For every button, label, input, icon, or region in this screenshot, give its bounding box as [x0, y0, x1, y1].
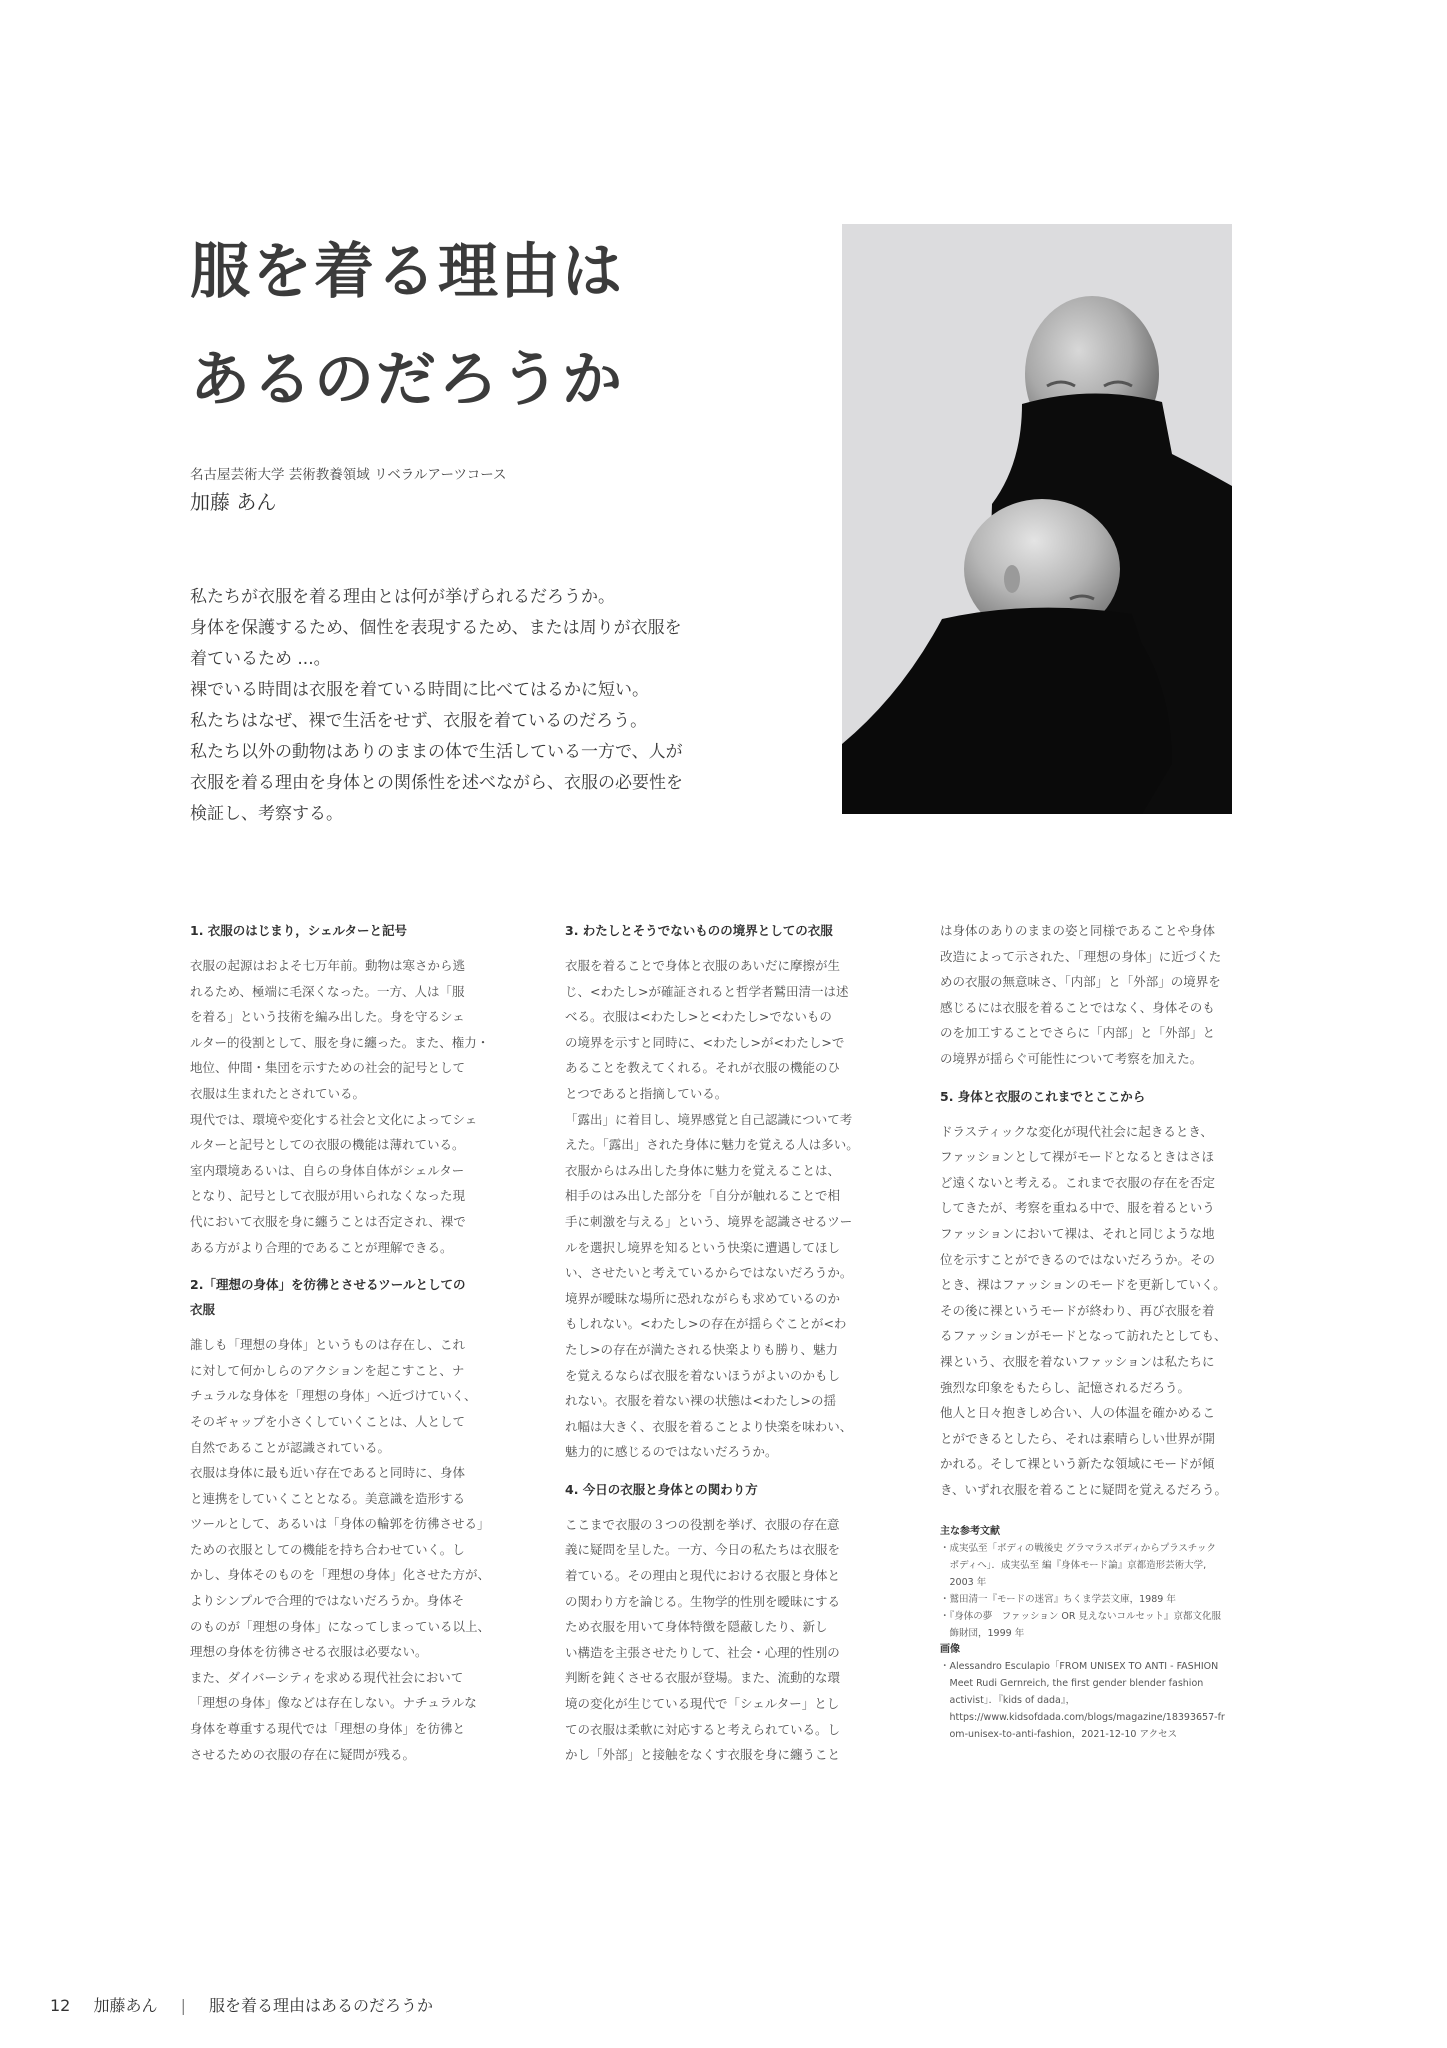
text-line: とつであると指摘している。 [565, 1085, 728, 1101]
text-line: べる。衣服は<わたし>と<わたし>でないもの [565, 1009, 832, 1025]
text-line: のものが「理想の身体」になってしまっている以上、 [190, 1618, 490, 1634]
text-line: かし「外部」と接触をなくす衣服を身に纏うこと [565, 1747, 841, 1763]
text-line: よりシンプルで合理的ではないだろうか。身体そ [190, 1593, 465, 1609]
text-line: と連携をしていくこととなる。美意識を造形する [190, 1490, 466, 1506]
text-line: の境界が揺らぐ可能性について考察を加えた。 [940, 1050, 1203, 1066]
text-line: ルターと記号としての衣服の機能は薄れている。 [190, 1137, 465, 1153]
section-4-continued [940, 918, 1240, 1072]
footer-separator: | [180, 1996, 186, 2015]
text-line: 位を示すことができるのではないだろうか。その [940, 1251, 1216, 1267]
text-line: ドラスティックな変化が現代社会に起きるとき、 [940, 1123, 1213, 1139]
author-name: 加藤 あん [190, 490, 277, 514]
text-line: は身体のありのままの姿と同様であることや身体 [940, 923, 1216, 938]
text-line: とができるとしたら、それは素晴らしい世界が開 [940, 1430, 1216, 1446]
text-line: 「露出」に着目し、境界感覚と自己認識について考 [565, 1111, 853, 1127]
column-3 [940, 918, 1240, 1743]
text-line: 現代では、環境や変化する社会と文化によってシェ [190, 1111, 478, 1127]
text-line: るファッションがモードとなって訪れたとしても、 [940, 1328, 1227, 1344]
text-line: を着る」という技術を編み出した。身を守るシェ [190, 1009, 465, 1025]
text-line: ファッションとして裸がモードとなるときはさほ [940, 1149, 1215, 1165]
references-list [940, 1540, 1240, 1642]
text-line: 衣服からはみ出した身体に魅力を覚えることは、 [565, 1162, 841, 1178]
lead-line: 私たちが衣服を着る理由とは何が挙げられるだろうか。 [190, 587, 615, 607]
text-line: させるための衣服の存在に疑問が残る。 [190, 1746, 416, 1762]
text-line: 境界が曖昧な場所に恐れながらも求めているのか [565, 1290, 841, 1306]
text-line: たし>の存在が満たされる快楽よりも勝り、魅力 [565, 1341, 838, 1357]
section-3-body [565, 953, 865, 1465]
title-line-2: あるのだろうか [190, 345, 624, 415]
text-line: 相手のはみ出した部分を「自分が触れることで相 [565, 1188, 841, 1204]
text-line: 誰しも「理想の身体」というものは存在し、これ [190, 1337, 466, 1353]
text-line: ボディへ」．成実弘至 編『身体モード論』京都造形芸術大学, [940, 1560, 1207, 1572]
text-line: 飾財団，1999 年 [940, 1628, 1025, 1640]
cover-photo [842, 224, 1232, 814]
text-line: えた。「露出」された身体に魅力を覚える人は多い。 [565, 1137, 859, 1153]
text-line: 強烈な印象をもたらし、記憶されるだろう。 [940, 1379, 1191, 1395]
references-heading: 主な参考文献 [940, 1526, 1000, 1538]
lead-line: 裸でいる時間は衣服を着ている時間に比べてはるかに短い。 [190, 680, 649, 700]
text-line: してきたが、考察を重ねる中で、服を着るという [940, 1200, 1215, 1216]
section-3-heading: 3. わたしとそうでないものの境界としての衣服 [565, 923, 833, 938]
page-number: 12 [50, 1996, 71, 2015]
text-line: チュラルな身体を「理想の身体」へ近づけていく、 [190, 1388, 477, 1404]
text-line: とき、裸はファッションのモードを更新していく。 [940, 1277, 1226, 1293]
column-1 [190, 918, 490, 1767]
text-line: 室内環境あるいは、自らの身体自体がシェルター [190, 1162, 465, 1178]
section-2-heading [190, 1272, 490, 1322]
footer-author: 加藤あん [93, 1996, 158, 2015]
text-line: となり、記号として衣服が用いられなくなった現 [190, 1188, 466, 1204]
text-line: 手に刺激を与える」という、境界を認識させるツー [565, 1213, 853, 1229]
text-line: 義に疑問を呈した。一方、今日の私たちは衣服を [565, 1542, 841, 1558]
text-line: れ幅は大きく、衣服を着ることより快楽を味わい、 [565, 1418, 853, 1434]
text-line: ある方がより合理的であることが理解できる。 [190, 1239, 453, 1255]
text-line: 代において衣服を身に纏うことは否定され、裸で [190, 1213, 466, 1229]
text-line: そのギャップを小さくしていくことは、人として [190, 1413, 466, 1429]
text-line: ・成実弘至「ボディの戦後史 グラマラスボディからプラスチック [940, 1543, 1216, 1555]
title-line-1: 服を着る理由は [190, 237, 624, 307]
text-line: 自然であることが認識されている。 [190, 1439, 391, 1455]
section-2-body [190, 1332, 490, 1767]
text-line: ・『身体の夢 ファッション OR 見えないコルセット』京都文化服 [940, 1611, 1221, 1623]
text-line: の境界を示すと同時に、<わたし>が<わたし>で [565, 1034, 845, 1050]
text-line: 「理想の身体」像などは存在しない。ナチュラルな [190, 1695, 477, 1711]
page-footer [50, 1993, 451, 2016]
text-line: ・鷲田清一『モードの迷宮』ちくま学芸文庫，1989 年 [940, 1594, 1176, 1606]
text-line: 衣服は生まれたとされている。 [190, 1085, 366, 1101]
lead-paragraph [190, 582, 710, 830]
text-line: の関わり方を論じる。生物学的性別を曖昧にする [565, 1593, 841, 1609]
section-2-heading-line-1: 2.「理想の身体」を彷彿とさせるツールとしての [190, 1277, 466, 1293]
text-line: その後に裸というモードが終わり、再び衣服を着 [940, 1302, 1215, 1318]
text-line: い構造を主張させたりして、社会・心理的性別の [565, 1644, 840, 1660]
section-2-heading-line-2: 衣服 [190, 1302, 216, 1318]
text-line: 着ている。その理由と現代における衣服と身体と [565, 1568, 841, 1584]
text-line: 改造によって示された、「理想の身体」に近づくた [940, 948, 1222, 964]
image-credits [940, 1658, 1240, 1743]
text-line: activist」．『kids of dada』， [940, 1695, 1076, 1707]
text-line: 他人と日々抱きしめ合い、人の体温を確かめるこ [940, 1405, 1216, 1421]
text-line: ため衣服を用いて身体特徴を隠蔽したり、新し [565, 1619, 828, 1635]
text-line: に対して何かしらのアクションを起こすこと、ナ [190, 1362, 465, 1378]
text-line: ルを選択し境界を知るという快楽に遭遇してほし [565, 1239, 841, 1255]
text-line: を覚えるならば衣服を着ないほうがよいのかもし [565, 1367, 841, 1383]
references [940, 1524, 1240, 1743]
text-line: 境の変化が生じている現代で「シェルター」とし [565, 1696, 840, 1712]
text-line: om-unisex-to-anti-fashion，2021-12-10 アクセス [940, 1729, 1178, 1741]
text-line: ツールとして、あるいは「身体の輪郭を彷彿させる」 [190, 1516, 490, 1532]
text-line: 身体を尊重する現代では「理想の身体」を彷彿と [190, 1721, 466, 1737]
text-line: のを加工することでさらに「内部」と「外部」と [940, 1025, 1216, 1041]
text-line: 衣服は身体に最も近い存在であると同時に、身体 [190, 1465, 466, 1481]
section-1-heading: 1. 衣服のはじまり，シェルターと記号 [190, 923, 408, 938]
lead-line: 私たちはなぜ、裸で生活をせず、衣服を着ているのだろう。 [190, 711, 648, 731]
text-line: 地位、仲間・集団を示すための社会的記号として [190, 1060, 466, 1076]
lead-line: 私たち以外の動物はありのままの体で生活している一方で、人が [190, 742, 683, 762]
text-line: めの衣服の無意味さ、「内部」と「外部」の境界を [940, 974, 1221, 990]
lead-line: 着ているため ...。 [190, 649, 331, 669]
text-line: かれる。そして裸という新たな領域にモードが傾 [940, 1456, 1215, 1472]
text-line: 感じるには衣服を着ることではなく、身体そのも [940, 999, 1215, 1015]
footer-title: 服を着る理由はあるのだろうか [209, 1996, 434, 2015]
section-5-body [940, 1119, 1240, 1503]
lead-line: 検証し、考察する。 [190, 804, 343, 824]
section-1-body [190, 953, 490, 1260]
text-line: ここまで衣服の３つの役割を挙げ、衣服の存在意 [565, 1516, 840, 1532]
column-2 [565, 918, 865, 1768]
text-line: もしれない。<わたし>の存在が揺らぐことが<わ [565, 1316, 847, 1332]
text-line: 衣服を着ることで身体と衣服のあいだに摩擦が生 [565, 958, 841, 973]
section-5-heading: 5. 身体と衣服のこれまでとここから [940, 1088, 1146, 1104]
text-line: れない。衣服を着ない裸の状態は<わたし>の揺 [565, 1393, 836, 1409]
article-title [190, 218, 830, 434]
section-4-heading: 4. 今日の衣服と身体との関わり方 [565, 1481, 758, 1497]
author-affiliation: 名古屋芸術大学 芸術教養領域 リベラルアーツコース [190, 467, 507, 483]
text-line: Meet Rudi Gernreich, the first gender blender fashion [940, 1678, 1204, 1690]
text-line: 衣服の起源はおよそ七万年前。動物は寒さから逃 [190, 958, 466, 973]
text-line: じ、<わたし>が確証されると哲学者鷲田清一は述 [565, 983, 849, 999]
text-line: ・Alessandro Esculapio「FROM UNISEX TO ANTI - FASHION [940, 1661, 1219, 1673]
images-heading: 画像 [940, 1644, 960, 1656]
section-4-body [565, 1512, 865, 1768]
text-line: あることを教えてくれる。それが衣服の機能のひ [565, 1060, 841, 1076]
text-line: ど遠くないと考える。これまで衣服の存在を否定 [940, 1174, 1216, 1190]
lead-line: 身体を保護するため、個性を表現するため、または周りが衣服を [190, 618, 682, 638]
text-line: かし、身体そのものを「理想の身体」化させた方が、 [190, 1567, 490, 1583]
text-line: ての衣服は柔軟に対応すると考えられている。し [565, 1721, 841, 1737]
text-line: ための衣服としての機能を持ち合わせていく。し [190, 1541, 465, 1557]
text-line: ルター的役割として、服を身に纏った。また、権力・ [190, 1034, 490, 1050]
text-line: い、させたいと考えているからではないだろうか。 [565, 1265, 853, 1281]
text-line: 魅力的に感じるのではないだろうか。 [565, 1444, 778, 1460]
text-line: 裸という、衣服を着ないファッションは私たちに [940, 1353, 1215, 1369]
text-line: き、いずれ衣服を着ることに疑問を覚えるだろう。 [940, 1481, 1228, 1497]
text-line: 2003 年 [940, 1577, 987, 1589]
lead-line: 衣服を着る理由を身体との関係性を述べながら、衣服の必要性を [190, 773, 683, 793]
text-line: 判断を鈍くさせる衣服が登場。また、流動的な環 [565, 1670, 841, 1686]
text-line: https://www.kidsofdada.com/blogs/magazine/18393657-fr [940, 1712, 1225, 1724]
text-line: ファッションにおいて裸は、それと同じような地 [940, 1225, 1215, 1241]
text-line: 理想の身体を彷彿させる衣服は必要ない。 [190, 1644, 428, 1660]
text-line: また、ダイバーシティを求める現代社会において [190, 1669, 464, 1685]
text-line: れるため、極端に毛深くなった。一方、人は「服 [190, 983, 465, 999]
